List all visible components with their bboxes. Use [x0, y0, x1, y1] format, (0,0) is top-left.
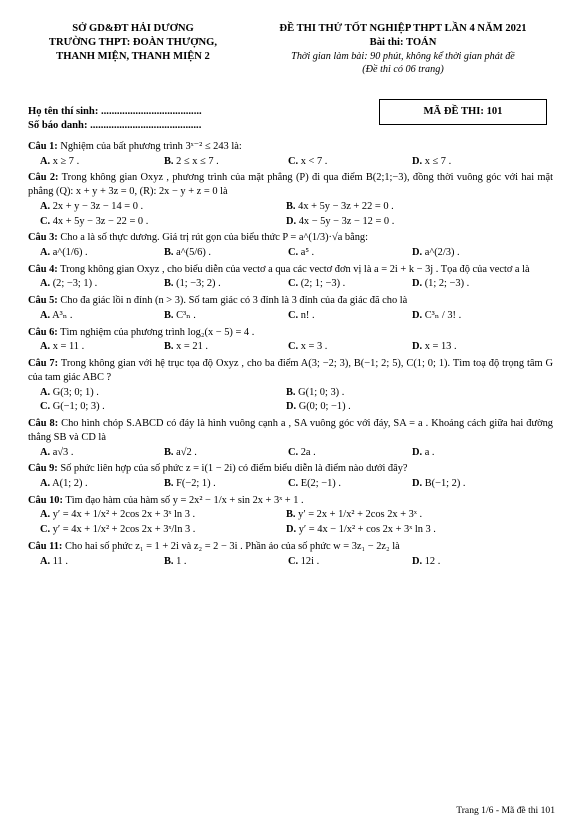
answer-option	[40, 200, 286, 214]
option-text: E(2; −1) .	[300, 478, 341, 489]
answer-option	[288, 477, 412, 491]
option-letter: C.	[288, 155, 299, 167]
option-letter: B.	[286, 200, 296, 212]
answer-option	[40, 523, 286, 537]
answer-options	[28, 199, 553, 228]
question-text: Cho hình chóp S.ABCD có đáy là hình vuông cạnh a , SA vuông góc với đáy, SA = a . Khoảng cách giữa hai đường thẳng SB và CD là	[28, 418, 553, 443]
answer-option	[412, 155, 536, 169]
exam-subject: Bài thi: TOÁN	[369, 36, 437, 48]
option-letter: A.	[40, 509, 51, 521]
answer-options	[28, 555, 553, 569]
answer-option	[286, 215, 532, 229]
option-letter: B.	[286, 386, 296, 398]
option-letter: C.	[288, 555, 299, 567]
option-letter: C.	[288, 246, 299, 258]
option-letter: A.	[40, 555, 51, 567]
option-text: a^(5/6) .	[176, 246, 212, 258]
answer-option	[40, 400, 286, 414]
exam-info	[253, 22, 553, 77]
question-stem	[28, 231, 553, 245]
answer-option	[286, 508, 532, 522]
answer-option	[40, 340, 164, 354]
school-name-line1: TRƯỜNG THPT: ĐOÀN THƯỢNG,	[48, 36, 218, 48]
option-text: x = 13 .	[424, 341, 457, 353]
answer-option	[40, 508, 286, 522]
option-text: 12 .	[424, 555, 441, 567]
option-letter: B.	[164, 155, 174, 167]
question-stem	[28, 294, 553, 308]
option-letter: A.	[40, 246, 51, 258]
answer-options	[28, 507, 553, 536]
option-letter: B.	[164, 341, 174, 353]
answer-option	[40, 477, 164, 491]
option-letter: D.	[412, 446, 423, 458]
option-letter: A.	[40, 478, 51, 489]
option-text: 12i .	[300, 555, 320, 567]
option-text: (1; −3; 2) .	[176, 278, 221, 290]
question	[28, 140, 553, 168]
answer-option	[288, 277, 412, 291]
option-letter: A.	[40, 386, 51, 398]
option-text: (2; 1; −3) .	[300, 278, 346, 290]
option-letter: C.	[288, 478, 299, 489]
option-letter: B.	[286, 509, 296, 521]
answer-option	[164, 477, 288, 491]
question-stem	[28, 171, 553, 198]
option-text: n! .	[300, 309, 315, 321]
answer-option	[164, 446, 288, 460]
option-text: G(1; 0; 3) .	[298, 386, 345, 398]
option-letter: C.	[288, 278, 299, 290]
question-number: Câu 6:	[28, 326, 58, 338]
answer-option	[288, 246, 412, 260]
question-text: Trong không gian Oxyz , cho biểu diễn của vectơ a qua các vectơ đơn vị là a = 2i + k − 3j . Tọa độ của vectơ a là	[60, 263, 530, 275]
answer-option	[412, 555, 536, 569]
option-letter: B.	[164, 309, 174, 321]
question-number: Câu 7:	[28, 358, 59, 370]
answer-option	[412, 309, 536, 323]
option-letter: D.	[412, 155, 423, 167]
answer-option	[286, 200, 532, 214]
option-letter: D.	[412, 309, 423, 321]
option-letter: D.	[412, 278, 423, 290]
question-text: Nghiệm của bất phương trình 3ˣ⁻² ≤ 243 là:	[60, 140, 242, 152]
option-text: a^(1/6) .	[52, 246, 88, 258]
exam-duration: Thời gian làm bài: 90 phút, không kể thời gian phát đề	[291, 50, 515, 62]
option-text: x ≥ 7 .	[52, 155, 80, 167]
option-text: a^(2/3) .	[424, 246, 460, 258]
answer-options	[28, 340, 553, 354]
question	[28, 171, 553, 228]
option-text: G(−1; 0; 3) .	[52, 401, 105, 413]
option-text: x < 7 .	[300, 155, 328, 167]
option-text: (1; 2; −3) .	[424, 278, 470, 290]
answer-options	[28, 155, 553, 169]
question-number: Câu 2:	[28, 172, 59, 184]
school-info	[28, 22, 238, 77]
question	[28, 417, 553, 459]
question-text: Cho đa giác lồi n đỉnh (n > 3). Số tam giác có 3 đỉnh là 3 đỉnh của đa giác đã cho là	[60, 295, 408, 307]
exam-code-box: MÃ ĐỀ THI: 101	[379, 99, 547, 125]
answer-option	[288, 340, 412, 354]
option-text: C³ₙ .	[176, 309, 196, 321]
answer-option	[164, 340, 288, 354]
question	[28, 494, 553, 537]
option-text: x ≤ 7 .	[424, 155, 452, 167]
answer-option	[40, 155, 164, 169]
option-text: B(−1; 2) .	[424, 478, 466, 489]
option-text: x = 3 .	[300, 341, 328, 353]
option-letter: B.	[164, 478, 174, 489]
option-text: y′ = 2x + 1/x² + 2cos 2x + 3ˣ .	[298, 509, 423, 521]
exam-header	[28, 22, 553, 77]
question-stem	[28, 357, 553, 384]
answer-option	[40, 555, 164, 569]
answer-option	[40, 309, 164, 323]
option-text: C³ₙ / 3! .	[424, 309, 462, 321]
option-text: F(−2; 1) .	[176, 478, 216, 489]
answer-options	[28, 477, 553, 491]
option-text: x = 21 .	[176, 341, 208, 353]
option-text: 4x − 5y − 3z − 12 = 0 .	[298, 215, 395, 227]
question	[28, 294, 553, 322]
option-text: A(1; 2) .	[52, 478, 88, 489]
answer-option	[40, 386, 286, 400]
option-text: 1 .	[176, 555, 187, 567]
option-letter: C.	[40, 524, 51, 536]
answer-option	[164, 246, 288, 260]
option-text: G(0; 0; −1) .	[298, 401, 351, 413]
option-letter: A.	[40, 278, 51, 290]
option-letter: C.	[40, 401, 51, 413]
option-letter: A.	[40, 341, 51, 353]
answer-option	[286, 400, 532, 414]
option-text: a⁵ .	[300, 246, 315, 258]
question-text: Tìm đạo hàm của hàm số y = 2x² − 1/x + sin 2x + 3ˣ + 1 .	[65, 494, 304, 506]
option-letter: B.	[164, 246, 174, 258]
option-text: 2a .	[300, 446, 316, 458]
option-text: 2 ≤ x ≤ 7 .	[176, 155, 219, 167]
option-letter: C.	[288, 446, 299, 458]
option-letter: A.	[40, 155, 51, 167]
option-letter: D.	[412, 246, 423, 258]
question	[28, 326, 553, 354]
department-name: SỞ GD&ĐT HẢI DƯƠNG	[72, 23, 194, 34]
question-text: Số phức liên hợp của số phức z = i(1 − 2i) có điểm biểu diễn là điểm nào dưới đây?	[60, 463, 408, 475]
exam-page-count: (Đề thi có 06 trang)	[362, 64, 444, 76]
option-text: 4x + 5y − 3z + 22 = 0 .	[298, 200, 394, 212]
answer-option	[40, 277, 164, 291]
answer-option	[412, 446, 536, 460]
question-text: Tìm nghiệm của phương trình log₂(x − 5) = 4 .	[60, 326, 255, 338]
option-text: 2x + y − 3z − 14 = 0 .	[52, 200, 144, 212]
page-footer: Trang 1/6 - Mã đề thi 101	[456, 805, 555, 817]
option-letter: C.	[288, 341, 299, 353]
question-number: Câu 10:	[28, 494, 63, 506]
option-text: a√3 .	[52, 446, 74, 458]
answer-option	[286, 386, 532, 400]
question-stem	[28, 540, 553, 554]
question-number: Câu 11:	[28, 540, 63, 552]
question-number: Câu 3:	[28, 232, 58, 244]
option-text: (2; −3; 1) .	[52, 278, 98, 290]
candidate-id-line: Số báo danh: ..........................................	[28, 119, 202, 131]
question-stem	[28, 140, 553, 154]
option-letter: A.	[40, 446, 51, 458]
question	[28, 263, 553, 291]
option-text: 4x + 5y − 3z − 22 = 0 .	[52, 215, 149, 227]
answer-option	[288, 446, 412, 460]
option-text: G(3; 0; 1) .	[52, 386, 99, 398]
option-text: x = 11 .	[52, 341, 85, 353]
answer-options	[28, 385, 553, 414]
answer-option	[412, 340, 536, 354]
question-list	[28, 140, 553, 569]
question-number: Câu 5:	[28, 295, 58, 307]
question-text: Trong không gian Oxyz , phương trình của mặt phẳng (P) đi qua điểm B(2;1;−3), đồng thời vuông góc với hai mặt phẳng (Q): x + y + 3z = 0, (R): 2x − y + z = 0 là	[28, 172, 553, 198]
option-letter: D.	[286, 215, 297, 227]
answer-option	[288, 155, 412, 169]
option-text: a .	[424, 446, 435, 458]
answer-option	[412, 277, 536, 291]
answer-options	[28, 309, 553, 323]
question-number: Câu 1:	[28, 140, 58, 152]
answer-option	[164, 277, 288, 291]
answer-options	[28, 446, 553, 460]
option-text: a√2 .	[176, 446, 197, 458]
answer-option	[164, 309, 288, 323]
option-text: y′ = 4x − 1/x² + cos 2x + 3ˣ ln 3 .	[298, 524, 436, 536]
candidate-name-line: Họ tên thí sinh: ......................................	[28, 105, 202, 117]
answer-option	[40, 246, 164, 260]
answer-option	[40, 215, 286, 229]
option-letter: D.	[286, 524, 297, 536]
candidate-info	[28, 105, 553, 137]
question	[28, 231, 553, 259]
answer-option	[412, 246, 536, 260]
option-letter: B.	[164, 446, 174, 458]
question-text: Cho hai số phức z₁ = 1 + 2i và z₂ = 2 − 3i . Phần ảo của số phức w = 3z₁ − 2z₂ là	[64, 540, 400, 552]
option-text: A³ₙ .	[52, 309, 73, 321]
question	[28, 540, 553, 568]
answer-options	[28, 277, 553, 291]
option-letter: D.	[412, 555, 423, 567]
option-letter: C.	[40, 215, 51, 227]
answer-option	[288, 555, 412, 569]
option-letter: D.	[412, 341, 423, 353]
option-letter: D.	[412, 478, 423, 489]
option-letter: B.	[164, 555, 174, 567]
option-text: y′ = 4x + 1/x² + 2cos 2x + 3ˣ ln 3 .	[52, 509, 196, 521]
answer-option	[164, 555, 288, 569]
school-name-line2: THANH MIỆN, THANH MIỆN 2	[56, 50, 210, 62]
answer-options	[28, 246, 553, 260]
question-stem	[28, 417, 553, 444]
question	[28, 462, 553, 490]
question-text: Cho a là số thực dương. Giá trị rút gọn của biểu thức P = a^(1/3)·√a bằng:	[60, 232, 369, 244]
option-letter: D.	[286, 401, 297, 413]
question-stem	[28, 494, 553, 508]
answer-option	[40, 446, 164, 460]
question-number: Câu 9:	[28, 463, 58, 475]
option-letter: A.	[40, 309, 51, 321]
answer-option	[164, 155, 288, 169]
answer-option	[412, 477, 536, 491]
question-number: Câu 4:	[28, 263, 58, 275]
question-number: Câu 8:	[28, 418, 59, 430]
option-letter: A.	[40, 200, 51, 212]
question-stem	[28, 326, 553, 340]
question-stem	[28, 263, 553, 277]
option-text: 11 .	[52, 555, 68, 567]
option-text: y′ = 4x + 1/x² + 2cos 2x + 3ˣ/ln 3 .	[52, 524, 196, 536]
exam-title: ĐỀ THI THỬ TỐT NGHIỆP THPT LẦN 4 NĂM 2021	[279, 23, 527, 34]
answer-option	[286, 523, 532, 537]
option-letter: B.	[164, 278, 174, 290]
answer-option	[288, 309, 412, 323]
option-letter: C.	[288, 309, 299, 321]
question-text: Trong không gian với hệ trục tọa độ Oxyz , cho ba điểm A(3; −2; 3), B(−1; 2; 5), C(1; 0; 1). Tìm toạ độ trọng tâm G của tam giác ABC ?	[28, 358, 554, 383]
question-stem	[28, 462, 553, 476]
question	[28, 357, 553, 414]
